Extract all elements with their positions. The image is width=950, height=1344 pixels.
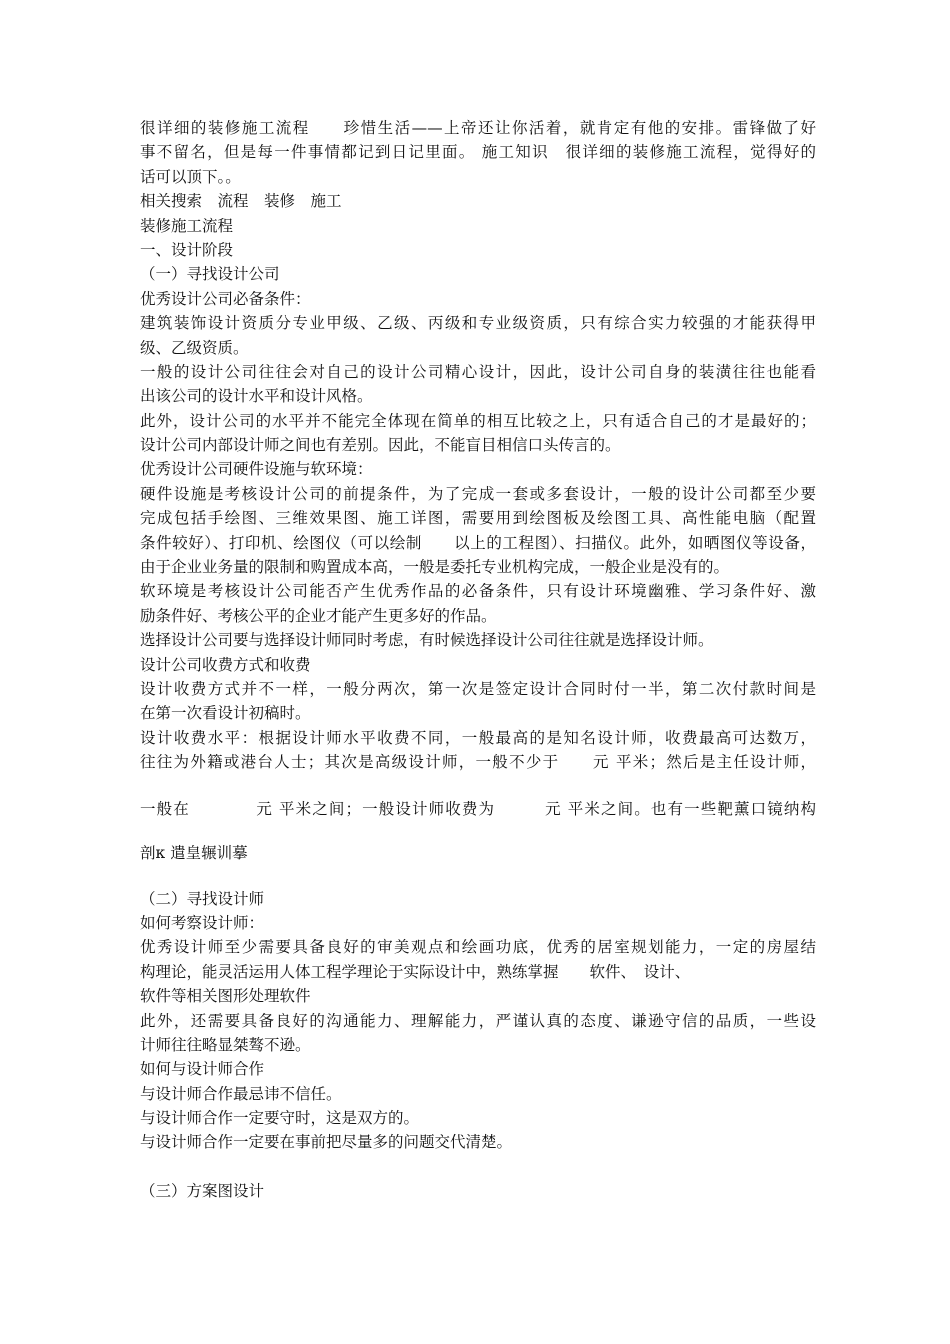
text-line: 在第一次看设计初稿时。: [140, 704, 311, 723]
text-line: 软环境是考核设计公司能否产生优秀作品的必备条件，只有设计环境幽雅、学习条件好、激: [140, 582, 816, 601]
subsection-heading: （二）寻找设计师: [140, 889, 265, 908]
text-line: 计师往往略显桀骜不逊。: [140, 1035, 311, 1054]
subsection-heading: （一）寻找设计公司: [140, 265, 280, 284]
text-line: 硬件设施是考核设计公司的前提条件，为了完成一套或多套设计，一般的设计公司都至少要: [140, 484, 816, 503]
text-line: 一般在 元 平米之间；一般设计师收费为 元 平米之间。也有一些靶薰口镜纳构: [140, 799, 816, 818]
text-line: 建筑装饰设计资质分专业甲级、乙级、丙级和专业级资质，只有综合实力较强的才能获得甲: [140, 314, 816, 333]
text-line: 往往为外籍或港台人士；其次是高级设计师，一般不少于 元 平米；然后是主任设计师，: [140, 753, 816, 772]
text-line: 一般的设计公司往往会对自己的设计公司精心设计，因此，设计公司自身的装潢往往也能看: [140, 362, 816, 381]
text-line: 设计公司收费方式和收费: [140, 655, 311, 674]
text-line: 事不留名，但是每一件事情都记到日记里面。 施工知识 很详细的装修施工流程，觉得好的: [140, 143, 816, 162]
text-line: 装修施工流程: [140, 216, 234, 235]
text-line: 话可以顶下。。: [140, 167, 241, 186]
text-line: 完成包括手绘图、三维效果图、施工详图，需要用到绘图板及绘图工具、高性能电脑（配置: [140, 509, 816, 528]
text-line: 优秀设计公司硬件设施与软环境：: [140, 460, 373, 479]
text-line: 很详细的装修施工流程 珍惜生活——上帝还让你活着，就肯定有他的安排。雷锋做了好: [140, 119, 816, 137]
text-line: 优秀设计师至少需要具备良好的审美观点和绘画功底，优秀的居室规划能力，一定的房屋结: [140, 938, 816, 957]
text-line: 此外，还需要具备良好的沟通能力、理解能力，严谨认真的态度、谦逊守信的品质，一些设: [140, 1011, 816, 1030]
text-line: 剖κ 遣皇辗训摹: [140, 843, 248, 862]
text-line: 与设计师合作最忌讳不信任。: [140, 1084, 342, 1103]
text-line: 此外，设计公司的水平并不能完全体现在简单的相互比较之上，只有适合自己的才是最好的；: [140, 411, 816, 430]
text-line: 优秀设计公司必备条件：: [140, 289, 311, 308]
document-body: [140, 116, 816, 1203]
text-line: 如何考察设计师：: [140, 913, 265, 932]
text-line: 相关搜索 流程 装修 施工: [140, 192, 342, 211]
text-line: 级、乙级资质。: [140, 338, 249, 357]
text-line: 软件等相关图形处理软件: [140, 987, 311, 1006]
text-line: 励条件好、考核公平的企业才能产生更多好的作品。: [140, 606, 497, 625]
section-heading: 一、设计阶段: [140, 240, 234, 259]
text-line: 由于企业业务量的限制和购置成本高，一般是委托专业机构完成，一般企业是没有的。: [140, 558, 730, 577]
text-line: 构理论，能灵活运用人体工程学理论于实际设计中，熟练掌握 软件、 设计、: [140, 962, 691, 981]
text-line: 与设计师合作一定要在事前把尽量多的问题交代清楚。: [140, 1133, 513, 1152]
text-line: 设计公司内部设计师之间也有差别。因此，不能盲目相信口头传言的。: [140, 436, 621, 455]
text-line: 条件较好）、打印机、绘图仪（可以绘制 以上的工程图）、扫描仪。此外，如晒图仪等设备，: [140, 533, 816, 552]
text-line: 如何与设计师合作: [140, 1060, 265, 1079]
text-line: 设计收费方式并不一样，一般分两次，第一次是签定设计合同时付一半，第二次付款时间是: [140, 679, 816, 698]
subsection-heading: （三）方案图设计: [140, 1181, 265, 1200]
text-line: 设计收费水平：根据设计师水平收费不同，一般最高的是知名设计师，收费最高可达数万，: [140, 728, 816, 747]
text-line: 出该公司的设计水平和设计风格。: [140, 387, 373, 406]
text-line: 选择设计公司要与选择设计师同时考虑，有时候选择设计公司往往就是选择设计师。: [140, 631, 714, 650]
text-line: 与设计师合作一定要守时，这是双方的。: [140, 1109, 420, 1128]
